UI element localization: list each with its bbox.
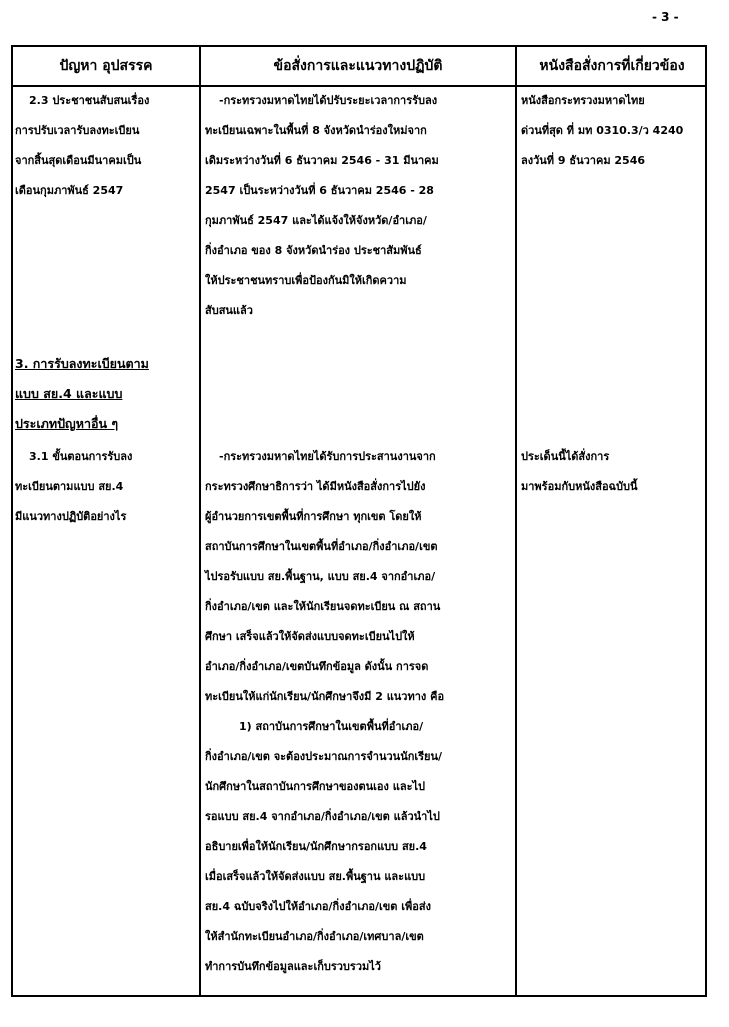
column-divider [199, 47, 201, 995]
text-line: -กระทรวงมหาดไทยได้ปรับระยะเวลาการรับลง [219, 94, 438, 107]
column-divider [515, 47, 517, 995]
text-line: สย.4 ฉบับจริงไปให้อำเภอ/กิ่งอำเภอ/เขต เพื่อส่ง [205, 900, 431, 913]
text-line: ไปรอรับแบบ สย.พื้นฐาน, แบบ สย.4 จากอำเภอ/ [205, 570, 436, 583]
text-line: อำเภอ/กิ่งอำเภอ/เขตบันทึกข้อมูล ดังนั้น การจด [205, 660, 429, 673]
text-line: เดิมระหว่างวันที่ 6 ธันวาคม 2546 - 31 มีนาคม [205, 154, 439, 167]
text-line: ผู้อำนวยการเขตพื้นที่การศึกษา ทุกเขต โดยให้ [205, 510, 422, 523]
text-line: ทะเบียนให้แก่นักเรียน/นักศึกษาจึงมี 2 แนวทาง คือ [205, 690, 445, 703]
text-line: กิ่งอำเภอ/เขต จะต้องประมาณการจำนวนนักเรียน/ [205, 750, 443, 763]
reference-2-3 [521, 86, 705, 176]
text-line: ให้ประชาชนทราบเพื่อป้องกันมิให้เกิดความ [205, 274, 407, 287]
problem-3-1 [15, 442, 197, 532]
text-line: หนังสือกระทรวงมหาดไทย [521, 94, 645, 107]
text-line: สับสนแล้ว [205, 304, 253, 317]
text-line: กิ่งอำเภอ/เขต และให้นักเรียนจดทะเบียน ณ สถาน [205, 600, 441, 613]
problem-2-3 [15, 86, 197, 206]
header-guidance: ข้อสั่งการและแนวทางปฏิบัติ [273, 58, 443, 74]
text-line: มีแนวทางปฏิบัติอย่างไร [15, 510, 127, 523]
text-line: อธิบายเพื่อให้นักเรียน/นักศึกษากรอกแบบ สย.4 [205, 840, 427, 853]
guidance-table [11, 45, 707, 997]
section-heading-line: 3. การรับลงทะเบียนตาม [15, 356, 149, 371]
text-line: 2547 เป็นระหว่างวันที่ 6 ธันวาคม 2546 - 28 [205, 184, 434, 197]
text-line: ทะเบียนตามแบบ สย.4 [15, 480, 124, 493]
text-line: กิ่งอำเภอ ของ 8 จังหวัดนำร่อง ประชาสัมพันธ์ [205, 244, 422, 257]
text-line: ทะเบียนเฉพาะในพื้นที่ 8 จังหวัดนำร่องใหม่จาก [205, 124, 427, 137]
header-problem: ปัญหา อุปสรรค [59, 58, 153, 74]
text-line: มาพร้อมกับหนังสือฉบับนี้ [521, 480, 638, 493]
section-3-heading [15, 349, 197, 439]
text-line: ด่วนที่สุด ที่ มท 0310.3/ว 4240 [521, 124, 684, 137]
text-line: เดือนกุมภาพันธ์ 2547 [15, 184, 124, 197]
text-line: ให้สำนักทะเบียนอำเภอ/กิ่งอำเภอ/เทศบาล/เขต [205, 930, 424, 943]
text-line: กุมภาพันธ์ 2547 และได้แจ้งให้จังหวัด/อำเภอ/ [205, 214, 427, 227]
page-number: - 3 - [652, 10, 679, 24]
text-line: ประเด็นนี้ได้สั่งการ [521, 450, 610, 463]
text-line: ศึกษา เสร็จแล้วให้จัดส่งแบบจดทะเบียนไปให้ [205, 630, 415, 643]
text-line: นักศึกษาในสถาบันการศึกษาของตนเอง และไป [205, 780, 425, 793]
text-line: -กระทรวงมหาดไทยได้รับการประสานงานจาก [219, 450, 436, 463]
section-heading-line: แบบ สย.4 และแบบ [15, 386, 123, 401]
header-reference: หนังสือสั่งการที่เกี่ยวข้อง [539, 58, 685, 74]
text-line: 1) สถาบันการศึกษาในเขตพื้นที่อำเภอ/ [239, 720, 424, 733]
reference-3-1 [521, 442, 705, 502]
text-line: ทำการบันทึกข้อมูลและเก็บรวบรวมไว้ [205, 960, 381, 973]
section-heading-line: ประเภทปัญหาอื่น ๆ [15, 416, 119, 431]
text-line: สถาบันการศึกษาในเขตพื้นที่อำเภอ/กิ่งอำเภอ/เขต [205, 540, 438, 553]
guidance-3-1 [205, 442, 513, 982]
text-line: รอแบบ สย.4 จากอำเภอ/กิ่งอำเภอ/เขต แล้วนำไป [205, 810, 440, 823]
text-line: กระทรวงศึกษาธิการว่า ได้มีหนังสือสั่งการไปยัง [205, 480, 426, 493]
text-line: จากสิ้นสุดเดือนมีนาคมเป็น [15, 154, 142, 167]
text-line: เมื่อเสร็จแล้วให้จัดส่งแบบ สย.พื้นฐาน และแบบ [205, 870, 426, 883]
text-line: 2.3 ประชาชนสับสนเรื่อง [29, 94, 150, 107]
text-line: ลงวันที่ 9 ธันวาคม 2546 [521, 154, 646, 167]
guidance-2-3 [205, 86, 513, 326]
text-line: 3.1 ขั้นตอนการรับลง [29, 450, 133, 463]
text-line: การปรับเวลารับลงทะเบียน [15, 124, 140, 137]
